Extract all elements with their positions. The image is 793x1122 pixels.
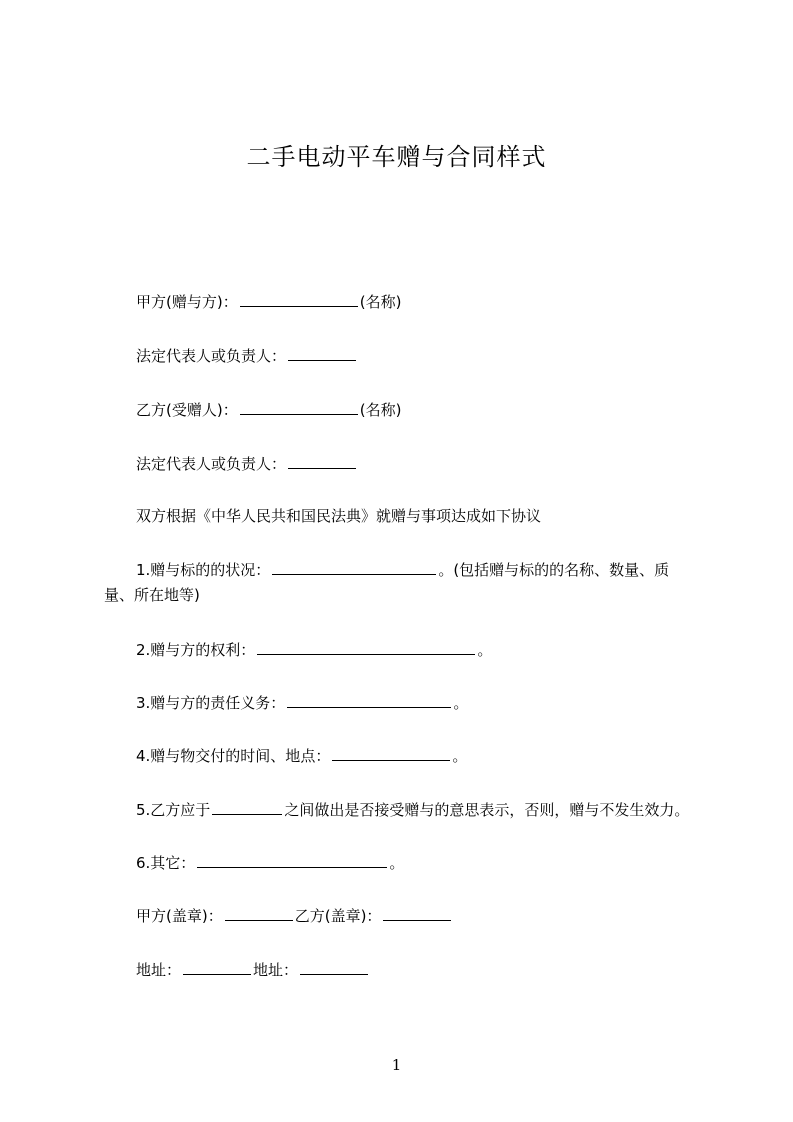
clause-2-blank[interactable] bbox=[257, 638, 475, 655]
legal-rep-a-blank[interactable] bbox=[288, 344, 356, 361]
party-b-line bbox=[136, 398, 401, 421]
party-b-label: 乙方(受赠人)： bbox=[136, 401, 238, 419]
clause-1-suffix: 。(包括赠与标的的名称、数量、质 bbox=[438, 561, 670, 579]
party-a-seal-label: 甲方(盖章)： bbox=[136, 907, 223, 925]
clause-3-blank[interactable] bbox=[287, 691, 451, 708]
party-a-label: 甲方(赠与方)： bbox=[136, 293, 238, 311]
legal-rep-b-blank[interactable] bbox=[288, 452, 356, 469]
party-b-name-blank[interactable] bbox=[240, 398, 358, 415]
party-a-name-blank[interactable] bbox=[240, 290, 358, 307]
clause-3 bbox=[136, 691, 468, 714]
intro-paragraph: 双方根据《中华人民共和国民法典》就赠与事项达成如下协议 bbox=[136, 507, 542, 525]
address-a-label: 地址： bbox=[136, 961, 182, 979]
clause-6-suffix: 。 bbox=[389, 854, 405, 872]
legal-rep-a-line bbox=[136, 344, 358, 367]
party-a-suffix: (名称) bbox=[359, 293, 402, 311]
legal-rep-a-label: 法定代表人或负责人： bbox=[136, 347, 287, 365]
party-b-seal-label: 乙方(盖章)： bbox=[294, 907, 382, 925]
clause-2 bbox=[136, 638, 492, 661]
clause-6-blank[interactable] bbox=[197, 851, 387, 868]
clause-1-continuation: 量、所在地等) bbox=[104, 586, 200, 604]
party-b-suffix: (名称) bbox=[359, 401, 402, 419]
clause-4-blank[interactable] bbox=[332, 744, 450, 761]
clause-3-prefix: 3.赠与方的责任义务： bbox=[136, 694, 286, 712]
address-b-label: 地址： bbox=[253, 961, 299, 979]
party-b-seal-blank[interactable] bbox=[383, 904, 451, 921]
party-a-seal-blank[interactable] bbox=[225, 904, 293, 921]
clause-6 bbox=[136, 851, 404, 874]
address-b-blank[interactable] bbox=[300, 958, 368, 975]
clause-3-suffix: 。 bbox=[453, 694, 469, 712]
clause-2-suffix: 。 bbox=[477, 641, 493, 659]
clause-1-blank[interactable] bbox=[272, 558, 436, 575]
legal-rep-b-label: 法定代表人或负责人： bbox=[136, 455, 287, 473]
legal-rep-b-line bbox=[136, 452, 358, 475]
clause-1-prefix: 1.赠与标的的状况： bbox=[136, 561, 271, 579]
clause-5-blank[interactable] bbox=[212, 798, 282, 815]
document-title: 二手电动平车赠与合同样式 bbox=[246, 143, 547, 171]
clause-1 bbox=[136, 558, 669, 581]
clause-5-prefix: 5.乙方应于 bbox=[136, 801, 211, 819]
clause-2-prefix: 2.赠与方的权利： bbox=[136, 641, 256, 659]
clause-5-suffix: 之间做出是否接受赠与的意思表示，否则，赠与不发生效力。 bbox=[284, 801, 690, 819]
address-line bbox=[136, 958, 370, 981]
page-number: 1 bbox=[391, 1056, 402, 1074]
clause-4 bbox=[136, 744, 467, 767]
party-a-line bbox=[136, 290, 401, 313]
clause-5 bbox=[136, 798, 689, 821]
clause-4-suffix: 。 bbox=[452, 747, 468, 765]
clause-6-prefix: 6.其它： bbox=[136, 854, 196, 872]
address-a-blank[interactable] bbox=[183, 958, 251, 975]
seal-line bbox=[136, 904, 453, 927]
clause-4-prefix: 4.赠与物交付的时间、地点： bbox=[136, 747, 331, 765]
